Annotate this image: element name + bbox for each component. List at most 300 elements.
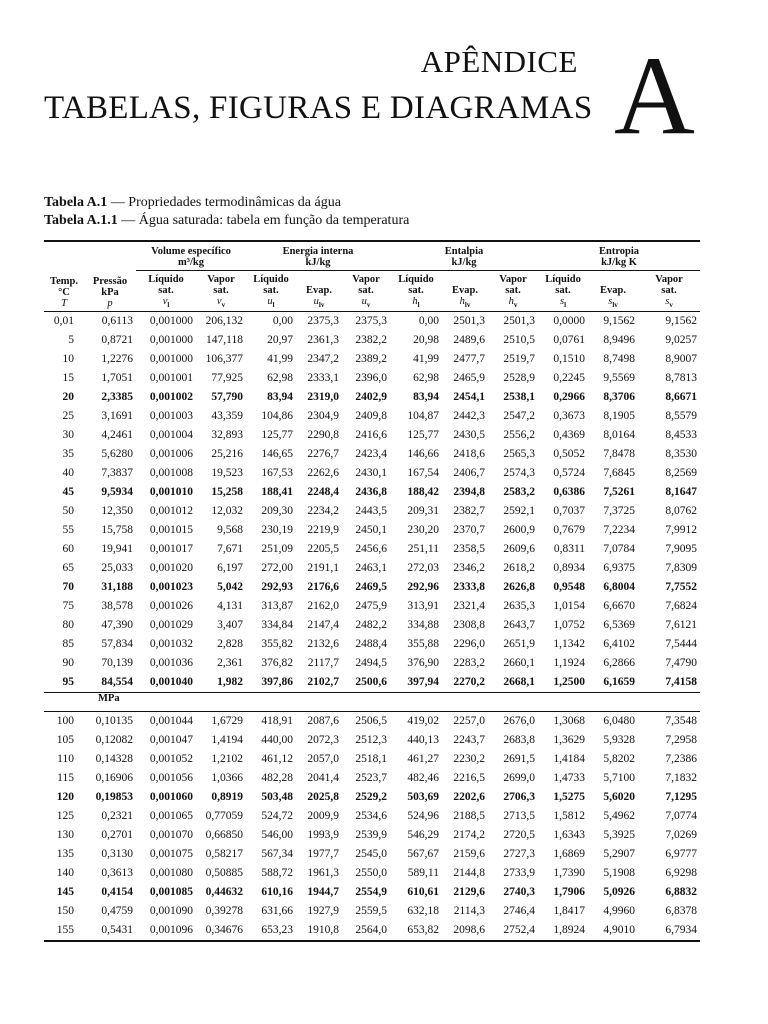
table-cell: 47,390 xyxy=(101,619,133,632)
table-cell: 251,11 xyxy=(407,543,439,556)
table-cell: 2450,1 xyxy=(355,524,387,537)
table-cell: 2041,4 xyxy=(307,772,339,785)
table-cell: 5,6280 xyxy=(101,448,133,461)
table-body xyxy=(44,312,700,942)
table-cell: 2248,4 xyxy=(307,486,339,499)
table-cell: 355,82 xyxy=(261,638,293,651)
table-cell: 4,9010 xyxy=(588,921,638,941)
column-symbol-hlv: $h_{lv}$ xyxy=(459,296,471,310)
table-cell: 2436,8 xyxy=(355,486,387,499)
table-cell: 0,001075 xyxy=(149,848,193,861)
table-cell: 0,10135 xyxy=(95,715,133,728)
table-row xyxy=(44,388,700,407)
table-cell: 106,377 xyxy=(205,353,243,366)
table-cell: 2523,7 xyxy=(355,772,387,785)
table-cell: 2072,3 xyxy=(307,734,339,747)
table-cell: 0,8721 xyxy=(101,334,133,347)
column-symbol-uv: $u_v$ xyxy=(361,296,371,310)
table-cell: 0,5052 xyxy=(553,448,586,461)
table-cell: 1,2102 xyxy=(211,753,243,766)
table-row xyxy=(44,902,700,921)
table-cell: 90 xyxy=(62,657,74,670)
table-cell: 0,14328 xyxy=(95,753,133,766)
table-cell: 0,001085 xyxy=(149,886,193,899)
table-cell: 0,3613 xyxy=(101,867,133,880)
caption-a11-text: — Água saturada: tabela em função da temperatura xyxy=(117,213,410,228)
group-entropy: Entropia kJ/kg K xyxy=(538,241,700,271)
table-cell: 0,1510 xyxy=(553,353,586,366)
table-cell: 334,88 xyxy=(407,619,439,632)
table-cell: 12,032 xyxy=(211,505,243,518)
table-cell: 15 xyxy=(62,372,74,385)
table-cell: 2565,3 xyxy=(503,448,536,461)
table-cell: 6,8378 xyxy=(665,905,698,918)
table-cell: 2713,5 xyxy=(503,810,536,823)
table-cell: 9,1562 xyxy=(588,312,638,332)
table-cell: 1961,3 xyxy=(307,867,339,880)
table-cell: 8,9007 xyxy=(665,353,698,366)
table-cell: 0,001052 xyxy=(149,753,193,766)
table-row xyxy=(44,845,700,864)
table-cell: 2559,5 xyxy=(355,905,387,918)
table-cell: 12,350 xyxy=(101,505,133,518)
table-cell: 334,84 xyxy=(261,619,293,632)
table-cell: 2347,2 xyxy=(307,353,339,366)
table-cell: 0,001036 xyxy=(149,657,193,670)
table-cell: 7,5261 xyxy=(603,486,636,499)
table-row xyxy=(44,521,700,540)
table-cell: 0,001026 xyxy=(149,600,193,613)
table-cell: 8,3530 xyxy=(665,448,698,461)
table-row xyxy=(44,731,700,750)
table-cell: 32,893 xyxy=(211,429,243,442)
table-cell: 2117,7 xyxy=(307,657,339,670)
table-cell: 2270,2 xyxy=(453,676,485,689)
table-cell: 50 xyxy=(62,505,74,518)
table-cell: 0,001020 xyxy=(149,562,193,575)
table-cell: 5,9328 xyxy=(603,734,636,747)
table-cell: 0,7037 xyxy=(553,505,586,518)
table-cell: 10 xyxy=(62,353,74,366)
table-cell: 2651,9 xyxy=(503,638,536,651)
table-cell: 0,58217 xyxy=(205,848,243,861)
table-cell: 2430,5 xyxy=(453,429,485,442)
table-cell: 2308,8 xyxy=(453,619,485,632)
table-cell: 135 xyxy=(56,848,74,861)
table-cell: 2554,9 xyxy=(355,886,387,899)
table-cell: 376,82 xyxy=(261,657,293,670)
table-cell: 2009,9 xyxy=(307,810,339,823)
column-header-vl: Líquido sat. $v_l$ xyxy=(136,271,196,312)
table-cell: 7,1832 xyxy=(665,772,698,785)
table-cell: 0,001000 xyxy=(149,353,193,366)
table-cell: 272,00 xyxy=(261,562,293,575)
table-cell: 5 xyxy=(68,334,74,347)
table-cell: 2752,4 xyxy=(488,921,538,941)
table-cell: 85 xyxy=(62,638,74,651)
table-cell: 1,5275 xyxy=(553,791,586,804)
table-cell: 2626,8 xyxy=(503,581,536,594)
table-cell: 2257,0 xyxy=(453,715,485,728)
table-cell: 0,8934 xyxy=(553,562,586,575)
caption-table-a11 xyxy=(44,212,409,230)
table-cell: 2699,0 xyxy=(503,772,536,785)
column-symbol-slv: $s_{lv}$ xyxy=(608,296,618,310)
table-cell: 145 xyxy=(56,886,74,899)
table-cell: 2488,4 xyxy=(355,638,387,651)
table-cell: 1,5812 xyxy=(553,810,586,823)
table-cell: 0,001090 xyxy=(149,905,193,918)
table-cell: 2489,6 xyxy=(453,334,485,347)
table-cell: 2162,0 xyxy=(307,600,339,613)
table-cell: 2463,1 xyxy=(355,562,387,575)
table-cell: 524,72 xyxy=(261,810,293,823)
table-cell: 251,09 xyxy=(261,543,293,556)
table-cell: 7,0784 xyxy=(603,543,636,556)
table-cell: 7,9095 xyxy=(665,543,698,556)
table-cell: 0,4759 xyxy=(101,905,133,918)
column-header-slv: Evap. $s_{lv}$ xyxy=(588,271,638,312)
table-cell: 631,66 xyxy=(261,905,293,918)
table-cell: 0,6386 xyxy=(553,486,586,499)
table-cell: 0,001080 xyxy=(149,867,193,880)
group-enthalpy: Entalpia kJ/kg xyxy=(390,241,538,271)
table-cell: 105 xyxy=(56,734,74,747)
table-cell: 397,94 xyxy=(407,676,439,689)
table-cell: 2230,2 xyxy=(453,753,485,766)
table-cell: 2609,6 xyxy=(503,543,536,556)
table-cell: 2600,9 xyxy=(503,524,536,537)
table-cell: 6,9375 xyxy=(603,562,636,575)
column-symbol-vv: $v_v$ xyxy=(216,296,226,310)
table-row xyxy=(44,464,700,483)
table-cell: 2370,7 xyxy=(453,524,485,537)
table-cell: 104,86 xyxy=(261,410,293,423)
table-cell: 0,3673 xyxy=(553,410,586,423)
table-cell: 2618,2 xyxy=(503,562,536,575)
table-cell: 2454,1 xyxy=(453,391,485,404)
table-cell: 2643,7 xyxy=(503,619,536,632)
table-cell: 2529,2 xyxy=(355,791,387,804)
table-cell: 0,001047 xyxy=(149,734,193,747)
table-cell: 25,033 xyxy=(101,562,133,575)
table-cell: 0,3130 xyxy=(101,848,133,861)
table-cell: 2746,4 xyxy=(503,905,536,918)
table-row xyxy=(44,369,700,388)
table-cell: 1993,9 xyxy=(307,829,339,842)
table-row xyxy=(44,635,700,654)
table-cell: 2132,6 xyxy=(307,638,339,651)
table-cell: 5,7100 xyxy=(603,772,636,785)
table-cell: 2683,8 xyxy=(503,734,536,747)
table-cell: 0,39278 xyxy=(205,905,243,918)
table-cell: 146,66 xyxy=(407,448,439,461)
table-cell: 503,69 xyxy=(407,791,439,804)
table-cell: 7,3837 xyxy=(101,467,133,480)
column-symbol-sl: $s_l$ xyxy=(560,296,567,310)
table-cell: 2283,2 xyxy=(453,657,485,670)
table-cell: 0,0761 xyxy=(553,334,586,347)
table-cell: 125 xyxy=(56,810,74,823)
table-cell: 77,925 xyxy=(211,372,243,385)
table-cell: 8,0164 xyxy=(603,429,636,442)
table-row xyxy=(44,883,700,902)
table-cell: 2243,7 xyxy=(453,734,485,747)
column-symbol-hl: $h_l$ xyxy=(412,296,420,310)
table-cell: 4,131 xyxy=(217,600,243,613)
group-volume: Volume específico m³/kg xyxy=(136,241,246,271)
table-cell: 2202,6 xyxy=(453,791,485,804)
table-cell: 1910,8 xyxy=(296,921,342,941)
table-cell: 80 xyxy=(62,619,74,632)
table-row xyxy=(44,350,700,369)
table-cell: 2,828 xyxy=(217,638,243,651)
table-cell: 57,790 xyxy=(211,391,243,404)
table-row xyxy=(44,921,700,941)
table-cell: 1944,7 xyxy=(307,886,339,899)
table-cell: 0,9548 xyxy=(553,581,586,594)
table-cell: 2547,2 xyxy=(503,410,536,423)
table-cell: 2296,0 xyxy=(453,638,485,651)
table-cell: 0,00 xyxy=(246,312,296,332)
table-cell: 440,00 xyxy=(261,734,293,747)
table-cell: 2147,4 xyxy=(307,619,339,632)
table-cell: 6,4102 xyxy=(603,638,636,651)
table-cell: 0,001023 xyxy=(149,581,193,594)
table-cell: 8,6671 xyxy=(665,391,698,404)
table-row xyxy=(44,654,700,673)
table-cell: 62,98 xyxy=(267,372,293,385)
table-cell: 6,5369 xyxy=(603,619,636,632)
table-cell: 653,82 xyxy=(390,921,442,941)
table-cell: 2188,5 xyxy=(453,810,485,823)
table-cell: 2409,8 xyxy=(355,410,387,423)
table-cell: 209,31 xyxy=(407,505,439,518)
table-row xyxy=(44,578,700,597)
table-row xyxy=(44,864,700,883)
table-cell: 55 xyxy=(62,524,74,537)
table-cell: 40 xyxy=(62,467,74,480)
table-cell: 546,29 xyxy=(407,829,439,842)
table-cell: 503,48 xyxy=(261,791,293,804)
table-cell: 2668,1 xyxy=(503,676,536,689)
table-cell: 1,8417 xyxy=(553,905,586,918)
table-cell: 83,94 xyxy=(267,391,293,404)
table-cell: 2740,3 xyxy=(503,886,536,899)
table-cell: 7,6824 xyxy=(665,600,698,613)
table-cell: 5,1908 xyxy=(603,867,636,880)
table-cell: 2321,4 xyxy=(453,600,485,613)
table-cell: 2,361 xyxy=(217,657,243,670)
table-cell: 0,44632 xyxy=(205,886,243,899)
table-cell: 41,99 xyxy=(267,353,293,366)
table-cell: 588,72 xyxy=(261,867,293,880)
table-cell: 2144,8 xyxy=(453,867,485,880)
table-cell: 150 xyxy=(56,905,74,918)
table-cell: 1,2276 xyxy=(101,353,133,366)
table-cell: 0,001040 xyxy=(149,676,193,689)
table-row xyxy=(44,673,700,693)
table-cell: 130 xyxy=(56,829,74,842)
table-cell: 5,2907 xyxy=(603,848,636,861)
table-cell: 1,4733 xyxy=(553,772,586,785)
table-cell: 1,0366 xyxy=(211,772,243,785)
table-cell: 7,8309 xyxy=(665,562,698,575)
table-cell: 7,6121 xyxy=(665,619,698,632)
table-cell: 8,3706 xyxy=(603,391,636,404)
table-cell: 15,758 xyxy=(101,524,133,537)
table-cell: 0,2245 xyxy=(553,372,586,385)
table-cell: 2519,7 xyxy=(503,353,536,366)
table-cell: 2319,0 xyxy=(307,391,339,404)
table-cell: 62,98 xyxy=(413,372,439,385)
table-cell: 2176,6 xyxy=(307,581,339,594)
table-cell: 2592,1 xyxy=(503,505,536,518)
table-cell: 1,7390 xyxy=(553,867,586,880)
column-symbol-ulv: $u_{lv}$ xyxy=(313,296,325,310)
table-cell: 125,77 xyxy=(261,429,293,442)
caption-a1-text: — Propriedades termodinâmicas da água xyxy=(107,195,341,210)
table-cell: 7,3725 xyxy=(603,505,636,518)
table-cell: 4,2461 xyxy=(101,429,133,442)
table-cell: 57,834 xyxy=(101,638,133,651)
table-cell: 0,001070 xyxy=(149,829,193,842)
table-cell: 2512,3 xyxy=(355,734,387,747)
table-cell: 70,139 xyxy=(101,657,133,670)
table-cell: 45 xyxy=(62,486,74,499)
table-cell: 6,7934 xyxy=(638,921,700,941)
table-cell: 2276,7 xyxy=(307,448,339,461)
table-row xyxy=(44,559,700,578)
column-symbol-vl: $v_l$ xyxy=(162,296,170,310)
table-cell: 0,12082 xyxy=(95,734,133,747)
table-cell: 2583,2 xyxy=(503,486,536,499)
table-cell: 418,91 xyxy=(261,715,293,728)
table-cell: 0,001065 xyxy=(149,810,193,823)
table-cell: 1927,9 xyxy=(307,905,339,918)
table-cell: 7,8478 xyxy=(603,448,636,461)
table-cell: 7,5444 xyxy=(665,638,698,651)
table-cell: 1,2500 xyxy=(553,676,586,689)
column-header-ulv: Evap. $u_{lv}$ xyxy=(296,271,342,312)
table-cell: 209,30 xyxy=(261,505,293,518)
table-cell: 610,16 xyxy=(261,886,293,899)
table-cell: 6,2866 xyxy=(603,657,636,670)
table-cell: 41,99 xyxy=(413,353,439,366)
table-cell: 5,8202 xyxy=(603,753,636,766)
table-cell: 567,67 xyxy=(407,848,439,861)
column-header-hl: Líquido sat. $h_l$ xyxy=(390,271,442,312)
table-cell: 206,132 xyxy=(196,312,246,332)
table-cell: 1,4194 xyxy=(211,734,243,747)
table-cell: 1,3629 xyxy=(553,734,586,747)
table-cell: 7,4158 xyxy=(665,676,698,689)
table-cell: 0,4154 xyxy=(101,886,133,899)
table-cell: 2290,8 xyxy=(307,429,339,442)
table-cell: 2556,2 xyxy=(503,429,536,442)
table-cell: 610,61 xyxy=(407,886,439,899)
table-cell: 146,65 xyxy=(261,448,293,461)
table-cell: 6,9777 xyxy=(665,848,698,861)
table-cell: 0,001002 xyxy=(149,391,193,404)
table-cell: 2706,3 xyxy=(503,791,536,804)
table-cell: 0,16906 xyxy=(95,772,133,785)
table-cell: 7,2386 xyxy=(665,753,698,766)
table-cell: 2564,0 xyxy=(342,921,390,941)
table-cell: 2,3385 xyxy=(101,391,133,404)
table-cell: 19,941 xyxy=(101,543,133,556)
table-cell: 1,0154 xyxy=(553,600,586,613)
table-cell: 0,2321 xyxy=(101,810,133,823)
table-cell: 313,91 xyxy=(407,600,439,613)
appendix-label: APÊNDICE xyxy=(420,44,578,79)
table-cell: 2494,5 xyxy=(355,657,387,670)
table-cell: 1,1342 xyxy=(553,638,586,651)
table-cell: 0,4369 xyxy=(553,429,586,442)
table-cell: 2333,1 xyxy=(307,372,339,385)
table-cell: 9,0257 xyxy=(665,334,698,347)
table-row xyxy=(44,597,700,616)
table-cell: 188,42 xyxy=(407,486,439,499)
table-cell: 7,1295 xyxy=(665,791,698,804)
saturated-water-table-container xyxy=(44,240,700,942)
table-cell: 0,5431 xyxy=(84,921,136,941)
table-cell: 25 xyxy=(62,410,74,423)
column-header-sv: Vapor sat. $s_v$ xyxy=(638,271,700,312)
table-cell: 313,87 xyxy=(261,600,293,613)
table-cell: 567,34 xyxy=(261,848,293,861)
table-cell: 0,6113 xyxy=(84,312,136,332)
table-cell: 70 xyxy=(62,581,74,594)
table-cell: 2346,2 xyxy=(453,562,485,575)
table-cell: 2098,6 xyxy=(442,921,488,941)
table-cell: 5,0926 xyxy=(603,886,636,899)
table-cell: 15,258 xyxy=(211,486,243,499)
table-cell: 1,0752 xyxy=(553,619,586,632)
table-cell: 1,7051 xyxy=(101,372,133,385)
table-cell: 0,001006 xyxy=(149,448,193,461)
table-cell: 5,4962 xyxy=(603,810,636,823)
table-cell: 31,188 xyxy=(101,581,133,594)
table-cell: 0,001000 xyxy=(149,334,193,347)
table-cell: 0,0000 xyxy=(538,312,588,332)
table-cell: 19,523 xyxy=(211,467,243,480)
column-header-p: Pressão kPa p xyxy=(84,271,136,312)
page-title: TABELAS, FIGURAS E DIAGRAMAS xyxy=(44,90,593,126)
unit-change-row xyxy=(44,693,700,712)
table-cell: 230,20 xyxy=(407,524,439,537)
table-cell: 84,554 xyxy=(101,676,133,689)
table-cell: 2733,9 xyxy=(503,867,536,880)
table-cell: 115 xyxy=(57,772,74,785)
table-cell: 2418,6 xyxy=(453,448,485,461)
table-cell: 9,568 xyxy=(217,524,243,537)
table-cell: 6,8832 xyxy=(665,886,698,899)
table-cell: 6,8004 xyxy=(603,581,636,594)
table-cell: 2219,9 xyxy=(307,524,339,537)
table-cell: 0,00 xyxy=(390,312,442,332)
table-cell: 155 xyxy=(44,921,84,941)
table-cell: 0,50885 xyxy=(205,867,243,880)
table-cell: 2087,6 xyxy=(307,715,339,728)
table-cell: 2574,3 xyxy=(503,467,536,480)
table-cell: 20 xyxy=(62,391,74,404)
table-cell: 482,46 xyxy=(407,772,439,785)
table-cell: 2262,6 xyxy=(307,467,339,480)
table-row xyxy=(44,426,700,445)
table-cell: 2635,3 xyxy=(503,600,536,613)
table-cell: 7,9912 xyxy=(665,524,698,537)
